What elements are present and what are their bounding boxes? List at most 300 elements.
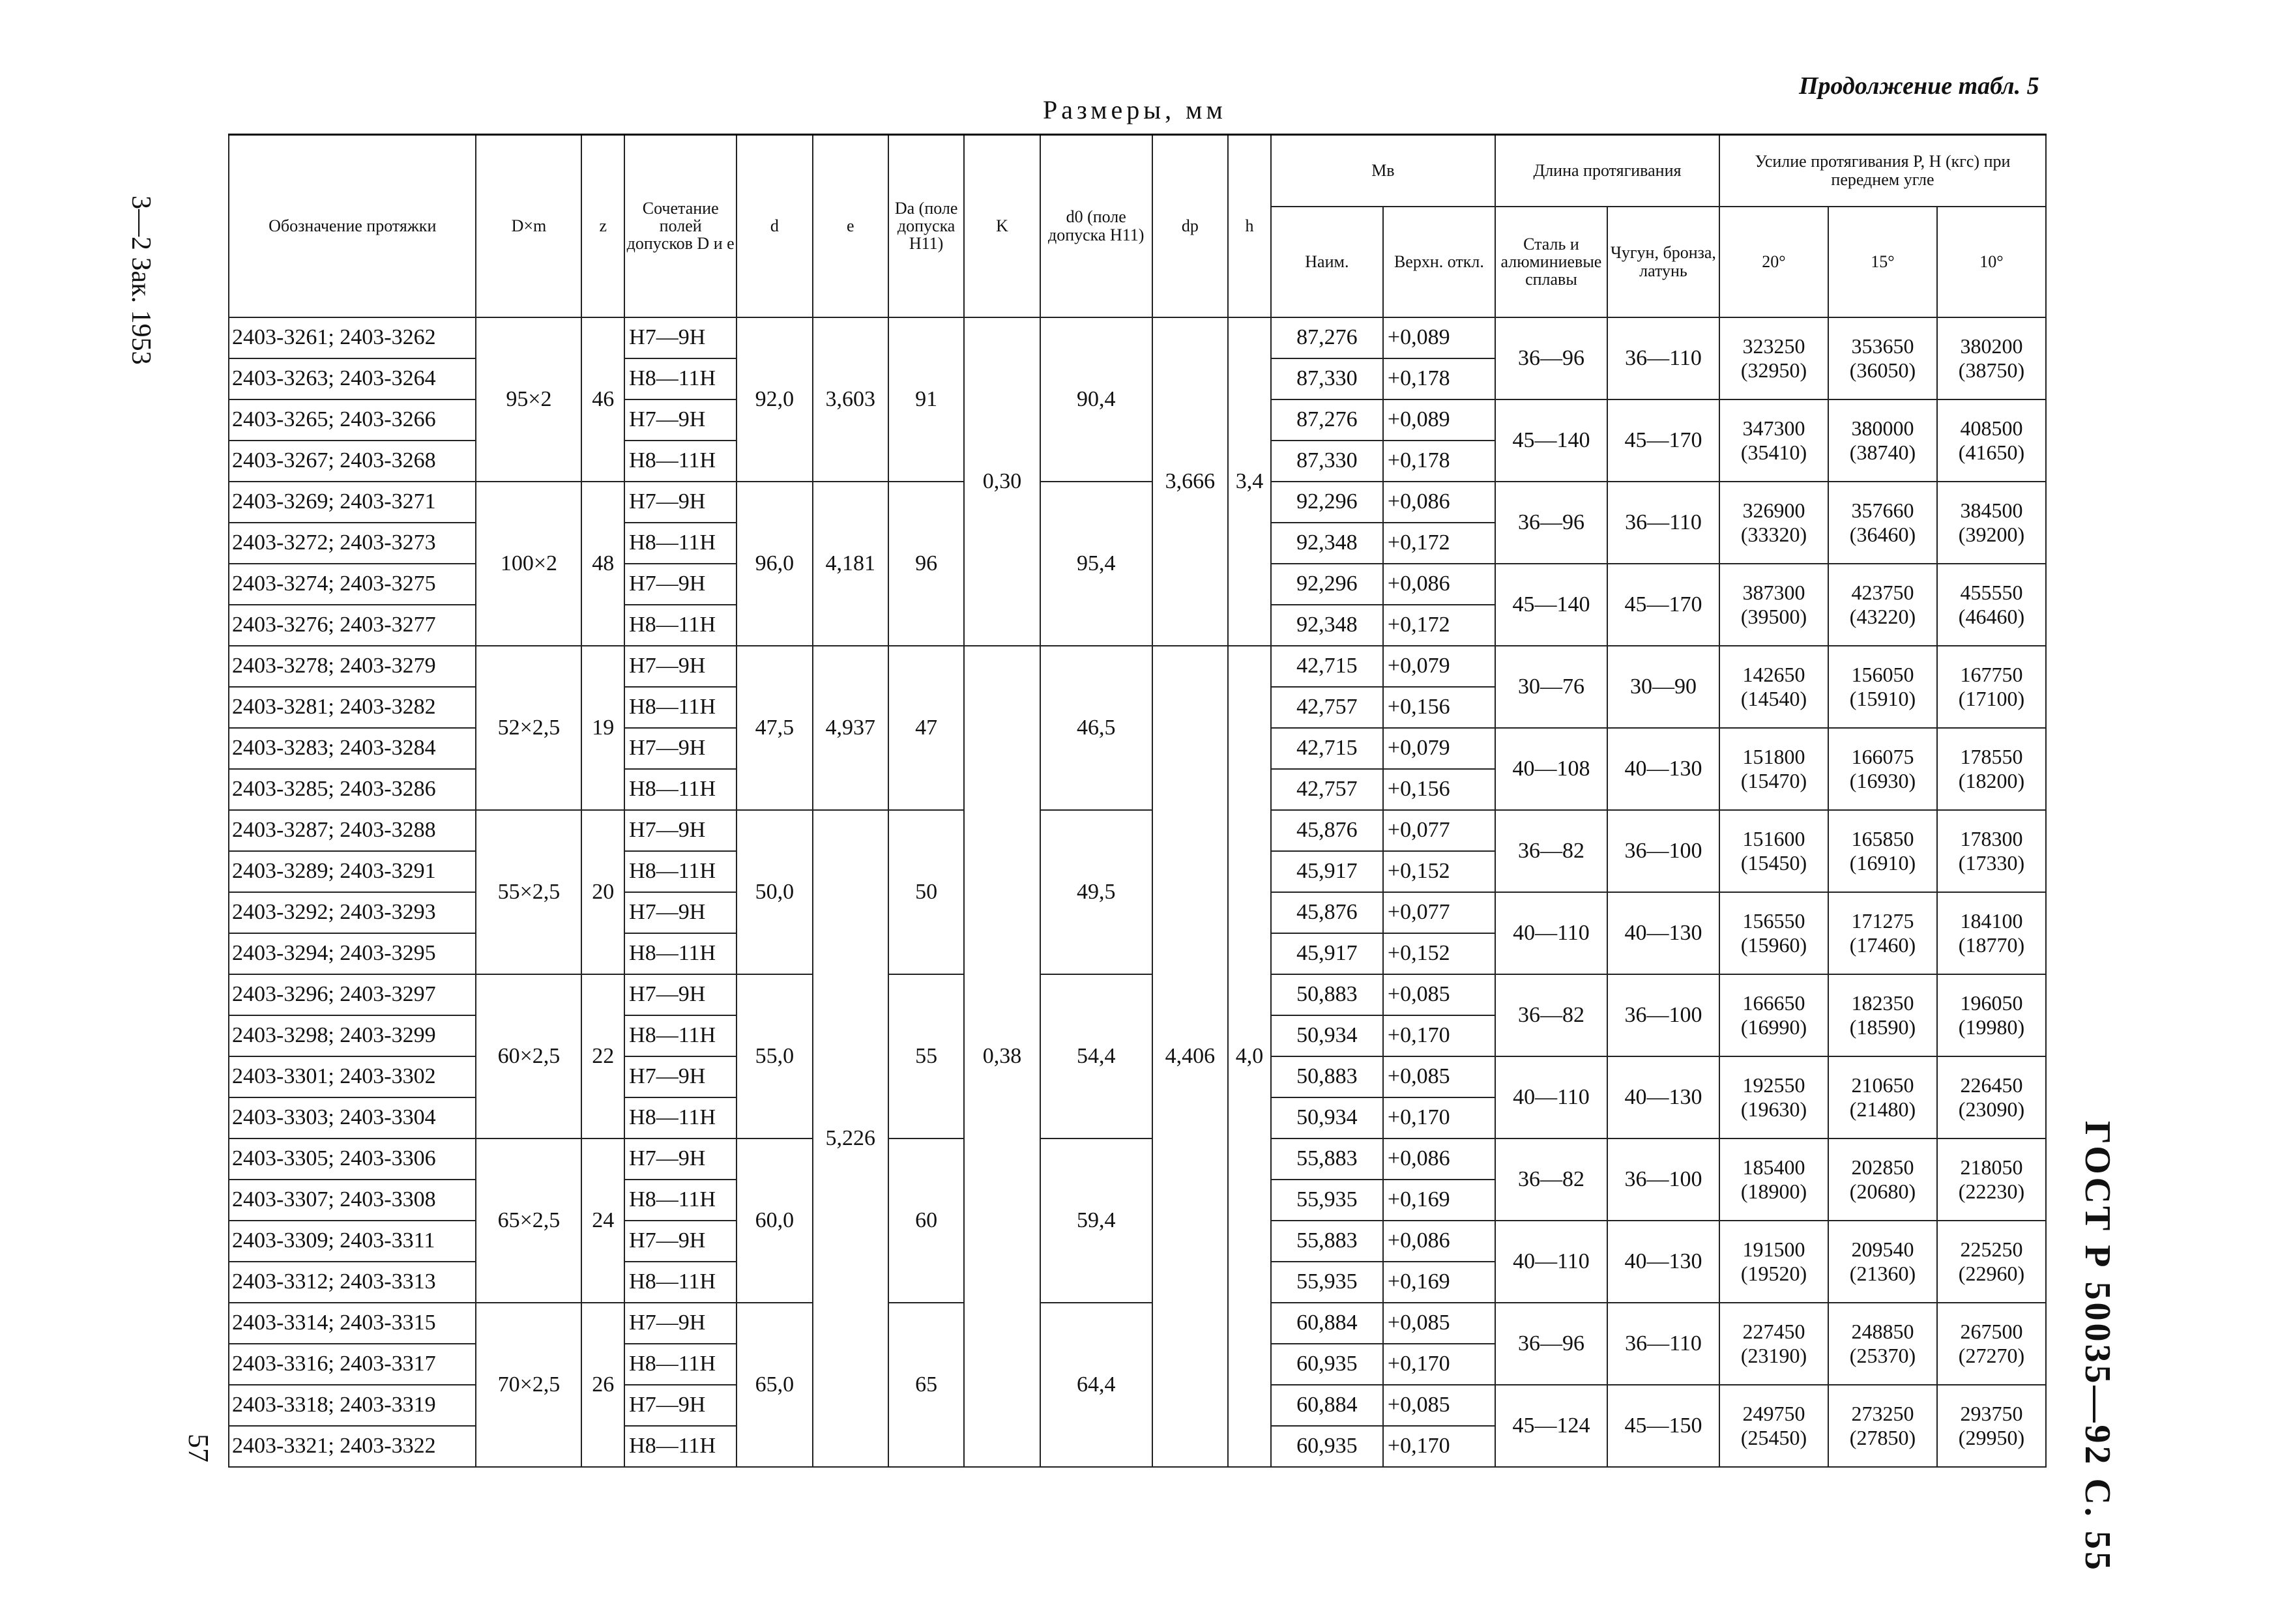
mv-tolerance-cell: +0,152 [1383, 851, 1495, 892]
d-cell: 50,0 [737, 810, 812, 974]
d-cell: 92,0 [737, 317, 812, 482]
force-value: 210650 [1851, 1073, 1914, 1097]
force-f10-cell [1937, 646, 2046, 728]
force-value: 151800 [1742, 744, 1805, 768]
mv-min-cell: 45,876 [1271, 810, 1383, 851]
da-cell: 65 [888, 1303, 964, 1467]
col-z: z [581, 135, 624, 317]
length-steel-cell: 40—110 [1495, 1056, 1607, 1138]
length-steel-cell: 36—96 [1495, 482, 1607, 564]
force-kgf: (16910) [1849, 850, 1916, 875]
force-kgf: (15960) [1740, 933, 1807, 957]
force-kgf: (36460) [1849, 522, 1916, 546]
length-iron-cell: 40—130 [1607, 892, 1719, 974]
designation-cell: 2403-3314; 2403-3315 [229, 1303, 476, 1344]
force-f10-cell [1937, 974, 2046, 1056]
designation-cell: 2403-3283; 2403-3284 [229, 728, 476, 769]
order-number: 3—2 Зак. 1953 [126, 196, 156, 365]
col-da: Da (поле допуска H11) [888, 135, 964, 317]
force-f10-cell [1937, 892, 2046, 974]
force-kgf: (15470) [1740, 768, 1807, 792]
d0-cell: 95,4 [1040, 482, 1152, 646]
mv-min-cell: 45,876 [1271, 892, 1383, 933]
sizes-title: Размеры, мм [1043, 95, 1227, 124]
force-f20-cell [1719, 1138, 1828, 1221]
mv-tolerance-cell: +0,178 [1383, 441, 1495, 482]
designation-cell: 2403-3321; 2403-3322 [229, 1426, 476, 1467]
force-value: 178300 [1960, 826, 2023, 850]
force-kgf: (15450) [1740, 850, 1807, 875]
force-kgf: (19980) [1958, 1015, 2025, 1039]
force-f20-cell [1719, 482, 1828, 564]
force-kgf: (36050) [1849, 358, 1916, 382]
mv-tolerance-cell: +0,170 [1383, 1344, 1495, 1385]
force-f20-cell [1719, 974, 1828, 1056]
force-kgf: (16990) [1740, 1015, 1807, 1039]
force-value: 192550 [1742, 1073, 1805, 1097]
force-value: 326900 [1742, 498, 1805, 522]
d-cell: 60,0 [737, 1138, 812, 1303]
force-kgf: (33320) [1740, 522, 1807, 546]
length-iron-cell: 40—130 [1607, 1221, 1719, 1303]
mv-min-cell: 55,935 [1271, 1262, 1383, 1303]
mv-min-cell: 50,883 [1271, 974, 1383, 1015]
force-value: 196050 [1960, 991, 2023, 1015]
force-value: 191500 [1742, 1237, 1805, 1261]
combination-cell: H8—11H [624, 1426, 737, 1467]
col-len-iron: Чугун, бронза, латунь [1607, 207, 1719, 317]
force-f15-cell [1828, 810, 1937, 892]
col-dxm: D×m [476, 135, 581, 317]
force-kgf: (17100) [1958, 686, 2025, 710]
mv-min-cell: 50,883 [1271, 1056, 1383, 1097]
force-value: 167750 [1960, 662, 2023, 686]
force-kgf: (32950) [1740, 358, 1807, 382]
force-value: 384500 [1960, 498, 2023, 522]
dp-cell: 3,666 [1152, 317, 1228, 646]
force-value: 347300 [1742, 416, 1805, 440]
force-kgf: (17460) [1849, 933, 1916, 957]
force-value: 151600 [1742, 826, 1805, 850]
combination-cell: H7—9H [624, 482, 737, 523]
force-f10-cell [1937, 482, 2046, 564]
force-kgf: (41650) [1958, 440, 2025, 464]
force-kgf: (23090) [1958, 1097, 2025, 1121]
force-f10-cell [1937, 1303, 2046, 1385]
table-row [229, 482, 2046, 523]
designation-cell: 2403-3276; 2403-3277 [229, 605, 476, 646]
combination-cell: H7—9H [624, 892, 737, 933]
h-cell: 4,0 [1228, 646, 1271, 1467]
force-f15-cell [1828, 646, 1937, 728]
force-value: 357660 [1851, 498, 1914, 522]
force-value: 218050 [1960, 1155, 2023, 1179]
force-kgf: (38740) [1849, 440, 1916, 464]
length-steel-cell: 40—110 [1495, 892, 1607, 974]
table-row [229, 974, 2046, 1015]
designation-cell: 2403-3318; 2403-3319 [229, 1385, 476, 1426]
force-f15-cell [1828, 1221, 1937, 1303]
force-value: 156050 [1851, 662, 1914, 686]
combination-cell: H8—11H [624, 605, 737, 646]
designation-cell: 2403-3312; 2403-3313 [229, 1262, 476, 1303]
mv-tolerance-cell: +0,152 [1383, 933, 1495, 974]
mv-tolerance-cell: +0,085 [1383, 1056, 1495, 1097]
standard-label: ГОСТ Р 50035—92 С. 55 [2077, 1121, 2118, 1573]
col-k: K [964, 135, 1040, 317]
table-row [229, 317, 2046, 358]
mv-min-cell: 92,348 [1271, 605, 1383, 646]
length-iron-cell: 45—150 [1607, 1385, 1719, 1467]
force-value: 249750 [1742, 1401, 1805, 1425]
force-kgf: (23190) [1740, 1343, 1807, 1367]
combination-cell: H8—11H [624, 358, 737, 399]
combination-cell: H7—9H [624, 728, 737, 769]
mv-tolerance-cell: +0,169 [1383, 1180, 1495, 1221]
col-mv-up: Верхн. откл. [1383, 207, 1495, 317]
force-value: 185400 [1742, 1155, 1805, 1179]
designation-cell: 2403-3305; 2403-3306 [229, 1138, 476, 1180]
d0-cell: 49,5 [1040, 810, 1152, 974]
length-iron-cell: 36—110 [1607, 482, 1719, 564]
z-cell: 26 [581, 1303, 624, 1467]
mv-min-cell: 92,296 [1271, 564, 1383, 605]
continuation-label: Продолжение табл. 5 [1799, 72, 2039, 100]
length-iron-cell: 36—110 [1607, 1303, 1719, 1385]
dxm-cell: 65×2,5 [476, 1138, 581, 1303]
designation-cell: 2403-3269; 2403-3271 [229, 482, 476, 523]
designation-cell: 2403-3272; 2403-3273 [229, 523, 476, 564]
designation-cell: 2403-3289; 2403-3291 [229, 851, 476, 892]
designation-cell: 2403-3274; 2403-3275 [229, 564, 476, 605]
mv-min-cell: 60,884 [1271, 1303, 1383, 1344]
force-f20-cell [1719, 1303, 1828, 1385]
table-row [229, 1303, 2046, 1344]
force-kgf: (15910) [1849, 686, 1916, 710]
e-cell: 4,181 [813, 482, 888, 646]
e-cell: 3,603 [813, 317, 888, 482]
designation-cell: 2403-3307; 2403-3308 [229, 1180, 476, 1221]
combination-cell: H7—9H [624, 1138, 737, 1180]
col-d0: d0 (поле допуска H11) [1040, 135, 1152, 317]
combination-cell: H8—11H [624, 769, 737, 810]
mv-tolerance-cell: +0,089 [1383, 317, 1495, 358]
force-value: 142650 [1742, 662, 1805, 686]
length-iron-cell: 36—110 [1607, 317, 1719, 399]
col-f20: 20° [1719, 207, 1828, 317]
combination-cell: H8—11H [624, 1180, 737, 1221]
mv-tolerance-cell: +0,156 [1383, 769, 1495, 810]
e-cell: 4,937 [813, 646, 888, 810]
combination-cell: H7—9H [624, 810, 737, 851]
col-designation: Обозначение протяжки [229, 135, 476, 317]
force-f15-cell [1828, 728, 1937, 810]
table-row [229, 1138, 2046, 1180]
dxm-cell: 70×2,5 [476, 1303, 581, 1467]
force-kgf: (46460) [1958, 604, 2025, 628]
combination-cell: H8—11H [624, 523, 737, 564]
length-iron-cell: 30—90 [1607, 646, 1719, 728]
z-cell: 48 [581, 482, 624, 646]
force-kgf: (25450) [1740, 1425, 1807, 1449]
force-f10-cell [1937, 728, 2046, 810]
force-value: 182350 [1851, 991, 1914, 1015]
mv-min-cell: 92,348 [1271, 523, 1383, 564]
force-kgf: (35410) [1740, 440, 1807, 464]
mv-min-cell: 50,934 [1271, 1015, 1383, 1056]
force-kgf: (27270) [1958, 1343, 2025, 1367]
col-len-steel: Сталь и алюминиевые сплавы [1495, 207, 1607, 317]
da-cell: 50 [888, 810, 964, 974]
mv-min-cell: 45,917 [1271, 933, 1383, 974]
force-value: 273250 [1851, 1401, 1914, 1425]
dxm-cell: 100×2 [476, 482, 581, 646]
k-cell: 0,30 [964, 317, 1040, 646]
force-kgf: (19630) [1740, 1097, 1807, 1121]
force-kgf: (22960) [1958, 1261, 2025, 1285]
length-iron-cell: 40—130 [1607, 1056, 1719, 1138]
mv-min-cell: 55,883 [1271, 1138, 1383, 1180]
force-f20-cell [1719, 1056, 1828, 1138]
length-iron-cell: 36—100 [1607, 974, 1719, 1056]
table-header [229, 135, 2046, 317]
z-cell: 46 [581, 317, 624, 482]
mv-tolerance-cell: +0,156 [1383, 687, 1495, 728]
force-kgf: (27850) [1849, 1425, 1916, 1449]
force-value: 227450 [1742, 1319, 1805, 1343]
length-steel-cell: 36—96 [1495, 317, 1607, 399]
mv-min-cell: 87,330 [1271, 358, 1383, 399]
force-value: 408500 [1960, 416, 2023, 440]
force-f15-cell [1828, 892, 1937, 974]
combination-cell: H8—11H [624, 1097, 737, 1138]
length-steel-cell: 36—82 [1495, 810, 1607, 892]
dxm-cell: 52×2,5 [476, 646, 581, 810]
length-steel-cell: 40—110 [1495, 1221, 1607, 1303]
table-body [229, 317, 2046, 1467]
da-cell: 96 [888, 482, 964, 646]
force-value: 209540 [1851, 1237, 1914, 1261]
d-cell: 55,0 [737, 974, 812, 1138]
force-value: 184100 [1960, 908, 2023, 933]
combination-cell: H7—9H [624, 646, 737, 687]
designation-cell: 2403-3287; 2403-3288 [229, 810, 476, 851]
mv-tolerance-cell: +0,172 [1383, 605, 1495, 646]
mv-min-cell: 60,884 [1271, 1385, 1383, 1426]
designation-cell: 2403-3281; 2403-3282 [229, 687, 476, 728]
mv-min-cell: 55,883 [1271, 1221, 1383, 1262]
combination-cell: H7—9H [624, 1303, 737, 1344]
combination-cell: H7—9H [624, 974, 737, 1015]
designation-cell: 2403-3267; 2403-3268 [229, 441, 476, 482]
length-iron-cell: 36—100 [1607, 1138, 1719, 1221]
mv-tolerance-cell: +0,089 [1383, 399, 1495, 441]
combination-cell: H7—9H [624, 317, 737, 358]
combination-cell: H7—9H [624, 564, 737, 605]
force-f15-cell [1828, 1303, 1937, 1385]
force-kgf: (22230) [1958, 1179, 2025, 1203]
length-steel-cell: 45—140 [1495, 564, 1607, 646]
force-kgf: (39500) [1740, 604, 1807, 628]
force-f10-cell [1937, 399, 2046, 482]
force-kgf: (21480) [1849, 1097, 1916, 1121]
mv-min-cell: 87,330 [1271, 441, 1383, 482]
mv-tolerance-cell: +0,086 [1383, 1221, 1495, 1262]
force-f10-cell [1937, 810, 2046, 892]
force-kgf: (21360) [1849, 1261, 1916, 1285]
combination-cell: H7—9H [624, 1056, 737, 1097]
dp-cell: 4,406 [1152, 646, 1228, 1467]
force-f20-cell [1719, 1221, 1828, 1303]
length-steel-cell: 30—76 [1495, 646, 1607, 728]
force-value: 323250 [1742, 334, 1805, 358]
combination-cell: H8—11H [624, 687, 737, 728]
mv-tolerance-cell: +0,077 [1383, 810, 1495, 851]
force-value: 387300 [1742, 580, 1805, 604]
force-f15-cell [1828, 1385, 1937, 1467]
col-f15: 15° [1828, 207, 1937, 317]
force-f20-cell [1719, 564, 1828, 646]
dimensions-table [228, 134, 2047, 1468]
force-value: 380200 [1960, 334, 2023, 358]
mv-tolerance-cell: +0,079 [1383, 728, 1495, 769]
mv-min-cell: 50,934 [1271, 1097, 1383, 1138]
dxm-cell: 95×2 [476, 317, 581, 482]
force-f20-cell [1719, 728, 1828, 810]
page-number: 57 [182, 1434, 214, 1462]
col-force: Усилие протягивания P, Н (кгс) при переднем угле [1719, 135, 2046, 207]
table-row [229, 810, 2046, 851]
designation-cell: 2403-3292; 2403-3293 [229, 892, 476, 933]
mv-min-cell: 42,757 [1271, 687, 1383, 728]
force-f15-cell [1828, 1138, 1937, 1221]
mv-tolerance-cell: +0,086 [1383, 564, 1495, 605]
combination-cell: H8—11H [624, 1262, 737, 1303]
force-f10-cell [1937, 317, 2046, 399]
mv-min-cell: 92,296 [1271, 482, 1383, 523]
mv-min-cell: 60,935 [1271, 1426, 1383, 1467]
force-f15-cell [1828, 564, 1937, 646]
mv-tolerance-cell: +0,086 [1383, 1138, 1495, 1180]
length-steel-cell: 36—82 [1495, 1138, 1607, 1221]
col-e: e [813, 135, 888, 317]
mv-tolerance-cell: +0,086 [1383, 482, 1495, 523]
designation-cell: 2403-3261; 2403-3262 [229, 317, 476, 358]
combination-cell: H8—11H [624, 1015, 737, 1056]
z-cell: 24 [581, 1138, 624, 1303]
mv-tolerance-cell: +0,077 [1383, 892, 1495, 933]
force-f20-cell [1719, 892, 1828, 974]
force-value: 455550 [1960, 580, 2023, 604]
force-f15-cell [1828, 1056, 1937, 1138]
designation-cell: 2403-3316; 2403-3317 [229, 1344, 476, 1385]
k-cell: 0,38 [964, 646, 1040, 1467]
mv-min-cell: 42,715 [1271, 646, 1383, 687]
combination-cell: H8—11H [624, 933, 737, 974]
da-cell: 60 [888, 1138, 964, 1303]
d0-cell: 64,4 [1040, 1303, 1152, 1467]
mv-tolerance-cell: +0,170 [1383, 1097, 1495, 1138]
mv-tolerance-cell: +0,178 [1383, 358, 1495, 399]
col-h: h [1228, 135, 1271, 317]
force-kgf: (38750) [1958, 358, 2025, 382]
force-kgf: (25370) [1849, 1343, 1916, 1367]
designation-cell: 2403-3303; 2403-3304 [229, 1097, 476, 1138]
designation-cell: 2403-3298; 2403-3299 [229, 1015, 476, 1056]
col-combination: Сочетание полей допусков D и e [624, 135, 737, 317]
combination-cell: H7—9H [624, 399, 737, 441]
combination-cell: H8—11H [624, 1344, 737, 1385]
d0-cell: 90,4 [1040, 317, 1152, 482]
force-kgf: (14540) [1740, 686, 1807, 710]
force-value: 156550 [1742, 908, 1805, 933]
force-value: 166075 [1851, 744, 1914, 768]
force-kgf: (29950) [1958, 1425, 2025, 1449]
z-cell: 19 [581, 646, 624, 810]
d0-cell: 46,5 [1040, 646, 1152, 810]
force-f10-cell [1937, 1385, 2046, 1467]
table-row [229, 646, 2046, 687]
mv-tolerance-cell: +0,085 [1383, 1303, 1495, 1344]
h-cell: 3,4 [1228, 317, 1271, 646]
da-cell: 47 [888, 646, 964, 810]
force-f10-cell [1937, 564, 2046, 646]
mv-min-cell: 42,715 [1271, 728, 1383, 769]
force-kgf: (19520) [1740, 1261, 1807, 1285]
force-f10-cell [1937, 1138, 2046, 1221]
force-value: 226450 [1960, 1073, 2023, 1097]
force-f20-cell [1719, 317, 1828, 399]
force-kgf: (39200) [1958, 522, 2025, 546]
mv-tolerance-cell: +0,172 [1383, 523, 1495, 564]
mv-tolerance-cell: +0,085 [1383, 974, 1495, 1015]
force-f20-cell [1719, 1385, 1828, 1467]
e-cell: 5,226 [813, 810, 888, 1467]
force-value: 178550 [1960, 744, 2023, 768]
force-value: 165850 [1851, 826, 1914, 850]
force-kgf: (17330) [1958, 850, 2025, 875]
combination-cell: H7—9H [624, 1221, 737, 1262]
force-value: 267500 [1960, 1319, 2023, 1343]
designation-cell: 2403-3309; 2403-3311 [229, 1221, 476, 1262]
mv-tolerance-cell: +0,079 [1383, 646, 1495, 687]
force-kgf: (20680) [1849, 1179, 1916, 1203]
col-mv: Mв [1271, 135, 1495, 207]
force-kgf: (18200) [1958, 768, 2025, 792]
force-value: 171275 [1851, 908, 1914, 933]
col-f10: 10° [1937, 207, 2046, 317]
force-value: 166650 [1742, 991, 1805, 1015]
mv-tolerance-cell: +0,085 [1383, 1385, 1495, 1426]
da-cell: 55 [888, 974, 964, 1138]
length-steel-cell: 45—140 [1495, 399, 1607, 482]
force-kgf: (18900) [1740, 1179, 1807, 1203]
d0-cell: 59,4 [1040, 1138, 1152, 1303]
designation-cell: 2403-3285; 2403-3286 [229, 769, 476, 810]
length-steel-cell: 45—124 [1495, 1385, 1607, 1467]
length-iron-cell: 40—130 [1607, 728, 1719, 810]
mv-min-cell: 45,917 [1271, 851, 1383, 892]
length-iron-cell: 45—170 [1607, 399, 1719, 482]
force-value: 380000 [1851, 416, 1914, 440]
designation-cell: 2403-3296; 2403-3297 [229, 974, 476, 1015]
mv-min-cell: 60,935 [1271, 1344, 1383, 1385]
force-f15-cell [1828, 974, 1937, 1056]
force-kgf: (16930) [1849, 768, 1916, 792]
force-value: 353650 [1851, 334, 1914, 358]
designation-cell: 2403-3294; 2403-3295 [229, 933, 476, 974]
da-cell: 91 [888, 317, 964, 482]
